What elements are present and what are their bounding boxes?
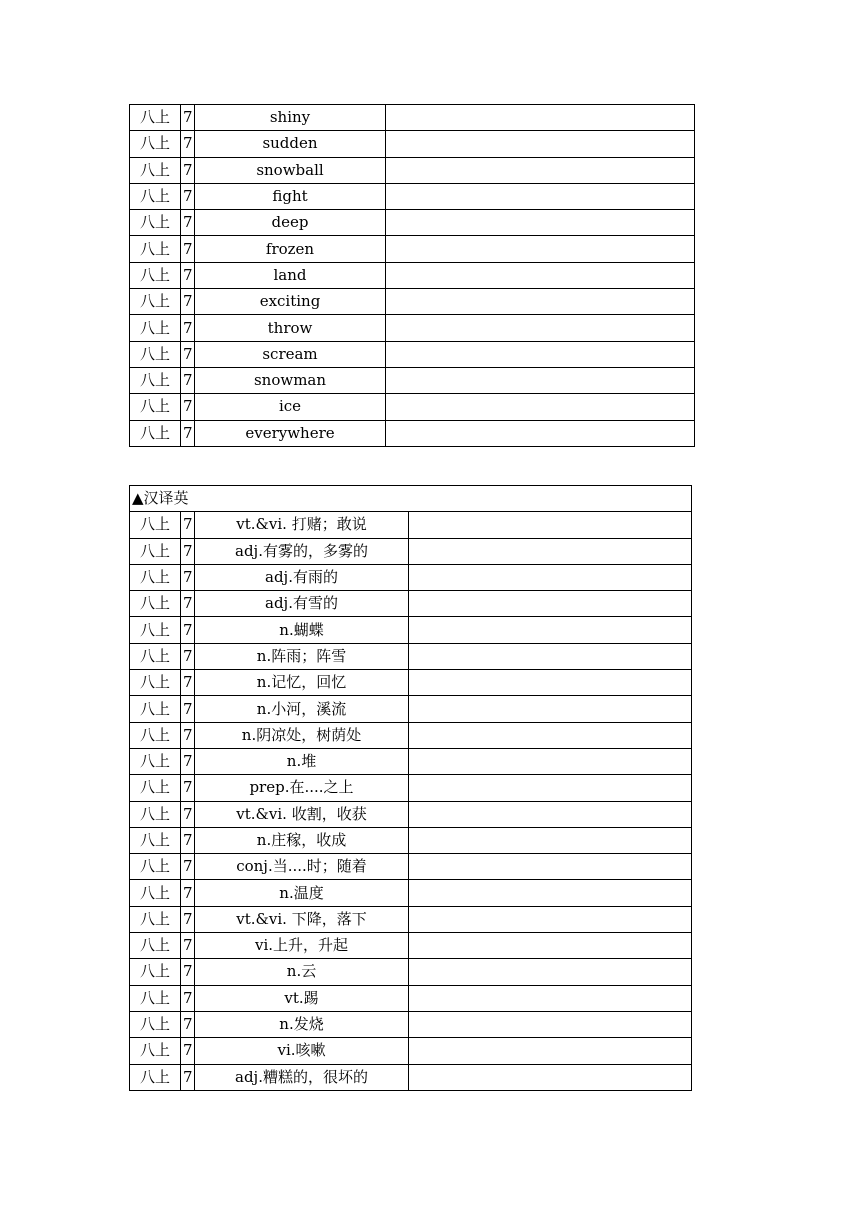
word-cell: vi.上升，升起: [195, 933, 409, 959]
table-row: [130, 420, 695, 446]
grade-cell: 八上: [130, 538, 181, 564]
unit-cell: 7: [181, 157, 195, 183]
table-row: [130, 564, 692, 590]
word-cell: vt.&vi. 收割，收获: [195, 801, 409, 827]
answer-cell[interactable]: [409, 906, 692, 932]
unit-cell: 7: [181, 985, 195, 1011]
table-row: [130, 157, 695, 183]
unit-cell: 7: [181, 617, 195, 643]
answer-cell[interactable]: [386, 236, 695, 262]
table-row: [130, 236, 695, 262]
answer-cell[interactable]: [409, 854, 692, 880]
answer-cell[interactable]: [409, 801, 692, 827]
word-cell: snowman: [195, 367, 386, 393]
table-row: [130, 959, 692, 985]
unit-cell: 7: [181, 1064, 195, 1090]
answer-cell[interactable]: [409, 748, 692, 774]
table-row: [130, 801, 692, 827]
unit-cell: 7: [181, 775, 195, 801]
table-row: [130, 722, 692, 748]
grade-cell: 八上: [130, 748, 181, 774]
word-cell: n.阵雨；阵雪: [195, 643, 409, 669]
unit-cell: 7: [181, 643, 195, 669]
table-row: [130, 183, 695, 209]
unit-cell: 7: [181, 538, 195, 564]
answer-cell[interactable]: [409, 591, 692, 617]
unit-cell: 7: [181, 367, 195, 393]
unit-cell: 7: [181, 236, 195, 262]
table-row: [130, 775, 692, 801]
unit-cell: 7: [181, 959, 195, 985]
answer-cell[interactable]: [386, 105, 695, 131]
word-cell: shiny: [195, 105, 386, 131]
grade-cell: 八上: [130, 157, 181, 183]
word-cell: sudden: [195, 131, 386, 157]
table-row: [130, 367, 695, 393]
word-cell: snowball: [195, 157, 386, 183]
grade-cell: 八上: [130, 959, 181, 985]
unit-cell: 7: [181, 748, 195, 774]
word-cell: land: [195, 262, 386, 288]
word-cell: n.发烧: [195, 1011, 409, 1037]
table-row: [130, 394, 695, 420]
section-header-row: [130, 486, 692, 512]
answer-cell[interactable]: [409, 827, 692, 853]
answer-cell[interactable]: [409, 696, 692, 722]
word-cell: vi.咳嗽: [195, 1038, 409, 1064]
english-to-chinese-table: [129, 104, 695, 447]
grade-cell: 八上: [130, 367, 181, 393]
table-row: [130, 289, 695, 315]
grade-cell: 八上: [130, 315, 181, 341]
grade-cell: 八上: [130, 131, 181, 157]
answer-cell[interactable]: [409, 722, 692, 748]
unit-cell: 7: [181, 933, 195, 959]
grade-cell: 八上: [130, 1064, 181, 1090]
grade-cell: 八上: [130, 210, 181, 236]
word-cell: n.温度: [195, 880, 409, 906]
word-cell: ice: [195, 394, 386, 420]
answer-cell[interactable]: [409, 985, 692, 1011]
grade-cell: 八上: [130, 564, 181, 590]
word-cell: fight: [195, 183, 386, 209]
word-cell: adj.有雪的: [195, 591, 409, 617]
unit-cell: 7: [181, 183, 195, 209]
word-cell: conj.当....时；随着: [195, 854, 409, 880]
grade-cell: 八上: [130, 827, 181, 853]
answer-cell[interactable]: [386, 367, 695, 393]
table-row: [130, 512, 692, 538]
chinese-to-english-table: [129, 485, 692, 1091]
table-row: [130, 1064, 692, 1090]
grade-cell: 八上: [130, 722, 181, 748]
table-row: [130, 670, 692, 696]
word-cell: exciting: [195, 289, 386, 315]
word-cell: vt.踢: [195, 985, 409, 1011]
grade-cell: 八上: [130, 985, 181, 1011]
grade-cell: 八上: [130, 262, 181, 288]
unit-cell: 7: [181, 906, 195, 932]
unit-cell: 7: [181, 1038, 195, 1064]
grade-cell: 八上: [130, 591, 181, 617]
answer-cell[interactable]: [386, 210, 695, 236]
table-row: [130, 210, 695, 236]
table-row: [130, 696, 692, 722]
word-cell: deep: [195, 210, 386, 236]
table-row: [130, 827, 692, 853]
unit-cell: 7: [181, 827, 195, 853]
grade-cell: 八上: [130, 105, 181, 131]
unit-cell: 7: [181, 696, 195, 722]
grade-cell: 八上: [130, 854, 181, 880]
grade-cell: 八上: [130, 289, 181, 315]
grade-cell: 八上: [130, 880, 181, 906]
answer-cell[interactable]: [409, 1038, 692, 1064]
word-cell: n.记忆，回忆: [195, 670, 409, 696]
answer-cell[interactable]: [386, 131, 695, 157]
answer-cell[interactable]: [409, 933, 692, 959]
table-row: [130, 131, 695, 157]
answer-cell[interactable]: [386, 262, 695, 288]
word-cell: throw: [195, 315, 386, 341]
table-row: [130, 643, 692, 669]
grade-cell: 八上: [130, 183, 181, 209]
unit-cell: 7: [181, 801, 195, 827]
unit-cell: 7: [181, 854, 195, 880]
grade-cell: 八上: [130, 670, 181, 696]
unit-cell: 7: [181, 262, 195, 288]
grade-cell: 八上: [130, 775, 181, 801]
grade-cell: 八上: [130, 801, 181, 827]
table-row: [130, 906, 692, 932]
word-cell: n.小河，溪流: [195, 696, 409, 722]
grade-cell: 八上: [130, 236, 181, 262]
unit-cell: 7: [181, 315, 195, 341]
unit-cell: 7: [181, 880, 195, 906]
answer-cell[interactable]: [409, 959, 692, 985]
table-row: [130, 985, 692, 1011]
word-cell: n.蝴蝶: [195, 617, 409, 643]
word-cell: n.云: [195, 959, 409, 985]
answer-cell[interactable]: [409, 617, 692, 643]
answer-cell[interactable]: [386, 289, 695, 315]
word-cell: prep.在....之上: [195, 775, 409, 801]
unit-cell: 7: [181, 564, 195, 590]
word-cell: vt.&vi. 下降，落下: [195, 906, 409, 932]
unit-cell: 7: [181, 394, 195, 420]
table-row: [130, 591, 692, 617]
unit-cell: 7: [181, 670, 195, 696]
word-cell: adj.有雾的，多雾的: [195, 538, 409, 564]
unit-cell: 7: [181, 722, 195, 748]
answer-cell[interactable]: [386, 183, 695, 209]
answer-cell[interactable]: [386, 341, 695, 367]
word-cell: adj.有雨的: [195, 564, 409, 590]
word-cell: everywhere: [195, 420, 386, 446]
unit-cell: 7: [181, 341, 195, 367]
answer-cell[interactable]: [409, 880, 692, 906]
unit-cell: 7: [181, 131, 195, 157]
answer-cell[interactable]: [409, 775, 692, 801]
table-row: [130, 341, 695, 367]
grade-cell: 八上: [130, 617, 181, 643]
grade-cell: 八上: [130, 341, 181, 367]
grade-cell: 八上: [130, 394, 181, 420]
table-row: [130, 933, 692, 959]
unit-cell: 7: [181, 591, 195, 617]
table-row: [130, 1038, 692, 1064]
answer-cell[interactable]: [409, 1064, 692, 1090]
answer-cell[interactable]: [409, 564, 692, 590]
word-cell: vt.&vi. 打赌；敢说: [195, 512, 409, 538]
unit-cell: 7: [181, 210, 195, 236]
grade-cell: 八上: [130, 512, 181, 538]
grade-cell: 八上: [130, 933, 181, 959]
answer-cell[interactable]: [386, 420, 695, 446]
table-row: [130, 262, 695, 288]
unit-cell: 7: [181, 420, 195, 446]
section-title: ▲汉译英: [130, 486, 692, 512]
grade-cell: 八上: [130, 696, 181, 722]
table-row: [130, 880, 692, 906]
answer-cell[interactable]: [409, 512, 692, 538]
answer-cell[interactable]: [409, 643, 692, 669]
table-row: [130, 538, 692, 564]
grade-cell: 八上: [130, 1038, 181, 1064]
table-row: [130, 105, 695, 131]
word-cell: n.堆: [195, 748, 409, 774]
table-row: [130, 617, 692, 643]
unit-cell: 7: [181, 289, 195, 315]
table-row: [130, 1011, 692, 1037]
answer-cell[interactable]: [409, 670, 692, 696]
answer-cell[interactable]: [386, 315, 695, 341]
answer-cell[interactable]: [386, 394, 695, 420]
word-cell: n.庄稼，收成: [195, 827, 409, 853]
answer-cell[interactable]: [409, 1011, 692, 1037]
answer-cell[interactable]: [409, 538, 692, 564]
unit-cell: 7: [181, 105, 195, 131]
grade-cell: 八上: [130, 420, 181, 446]
word-cell: frozen: [195, 236, 386, 262]
table-row: [130, 748, 692, 774]
word-cell: adj.糟糕的，很坏的: [195, 1064, 409, 1090]
word-cell: n.阴凉处，树荫处: [195, 722, 409, 748]
table-row: [130, 854, 692, 880]
grade-cell: 八上: [130, 1011, 181, 1037]
grade-cell: 八上: [130, 906, 181, 932]
unit-cell: 7: [181, 512, 195, 538]
grade-cell: 八上: [130, 643, 181, 669]
word-cell: scream: [195, 341, 386, 367]
unit-cell: 7: [181, 1011, 195, 1037]
answer-cell[interactable]: [386, 157, 695, 183]
table-row: [130, 315, 695, 341]
